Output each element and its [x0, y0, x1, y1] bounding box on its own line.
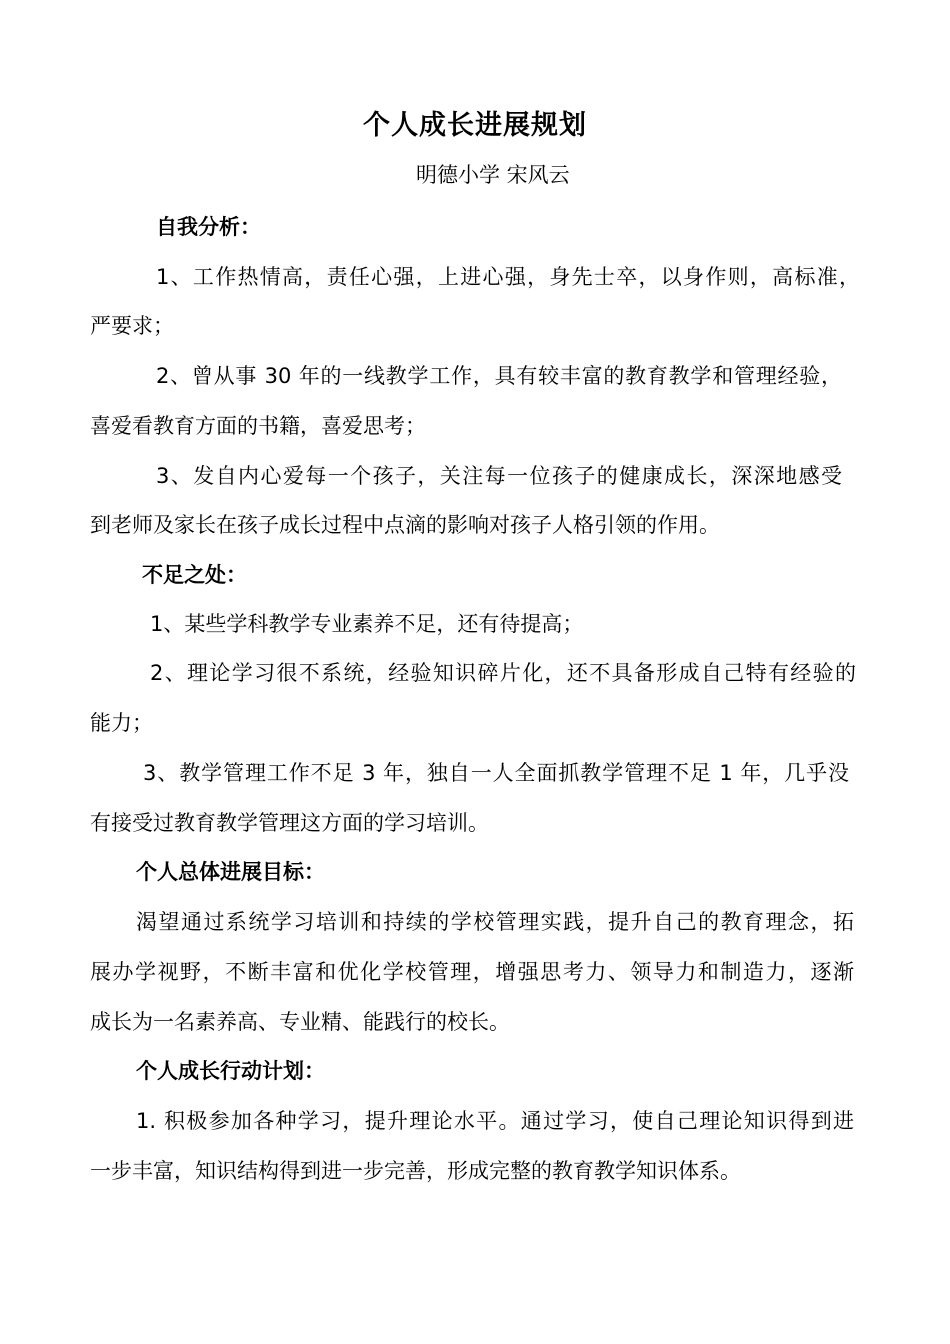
paragraph-line: 2、曾从事 30 年的一线教学工作，具有较丰富的教育教学和管理经验，: [156, 364, 842, 388]
paragraph-line: 喜爱看教育方面的书籍，喜爱思考；: [90, 414, 426, 438]
paragraph-line: 严要求；: [90, 314, 174, 338]
section-heading-self-analysis: 自我分析：: [156, 215, 261, 239]
title-bold-part: 个人: [363, 110, 419, 141]
paragraph-line: 1、工作热情高，责任心强，上进心强，身先士卒，以身作则，高标准，: [156, 265, 860, 289]
author-line: 明德小学 宋风云: [416, 163, 570, 187]
paragraph-line: 到老师及家长在孩子成长过程中点滴的影响对孩子人格引领的作用。: [90, 513, 720, 537]
paragraph-line: 能力；: [90, 711, 153, 735]
paragraph-line: 2、理论学习很不系统，经验知识碎片化，还不具备形成自己特有经验的: [150, 661, 856, 685]
paragraph-line: 渴望通过系统学习培训和持续的学校管理实践，提升自己的教育理念，拓: [136, 910, 854, 934]
section-heading-shortcomings: 不足之处：: [142, 563, 247, 587]
paragraph-line: 一步丰富，知识结构得到进一步完善，形成完整的教育教学知识体系。: [90, 1159, 741, 1183]
paragraph-line: 1、某些学科教学专业素养不足，还有待提高；: [150, 612, 584, 636]
section-heading-action-plan: 个人成长行动计划：: [136, 1059, 325, 1083]
document-title: [0, 108, 950, 144]
paragraph-line: 有接受过教育教学管理这方面的学习培训。: [90, 811, 489, 835]
paragraph-line: 展办学视野，不断丰富和优化学校管理，增强思考力、领导力和制造力，逐渐: [90, 960, 854, 984]
paragraph-line: 1. 积极参加各种学习，提升理论水平。通过学习，使自己理论知识得到进: [136, 1109, 854, 1133]
title-rest-part: 成长进展规划: [419, 110, 587, 141]
paragraph-line: 3、教学管理工作不足 3 年，独自一人全面抓教学管理不足 1 年，几乎没: [143, 761, 849, 785]
section-heading-overall-goal: 个人总体进展目标：: [136, 860, 325, 884]
paragraph-line: 成长为一名素养高、专业精、能践行的校长。: [90, 1010, 510, 1034]
paragraph-line: 3、发自内心爱每一个孩子，关注每一位孩子的健康成长，深深地感受: [156, 464, 842, 488]
